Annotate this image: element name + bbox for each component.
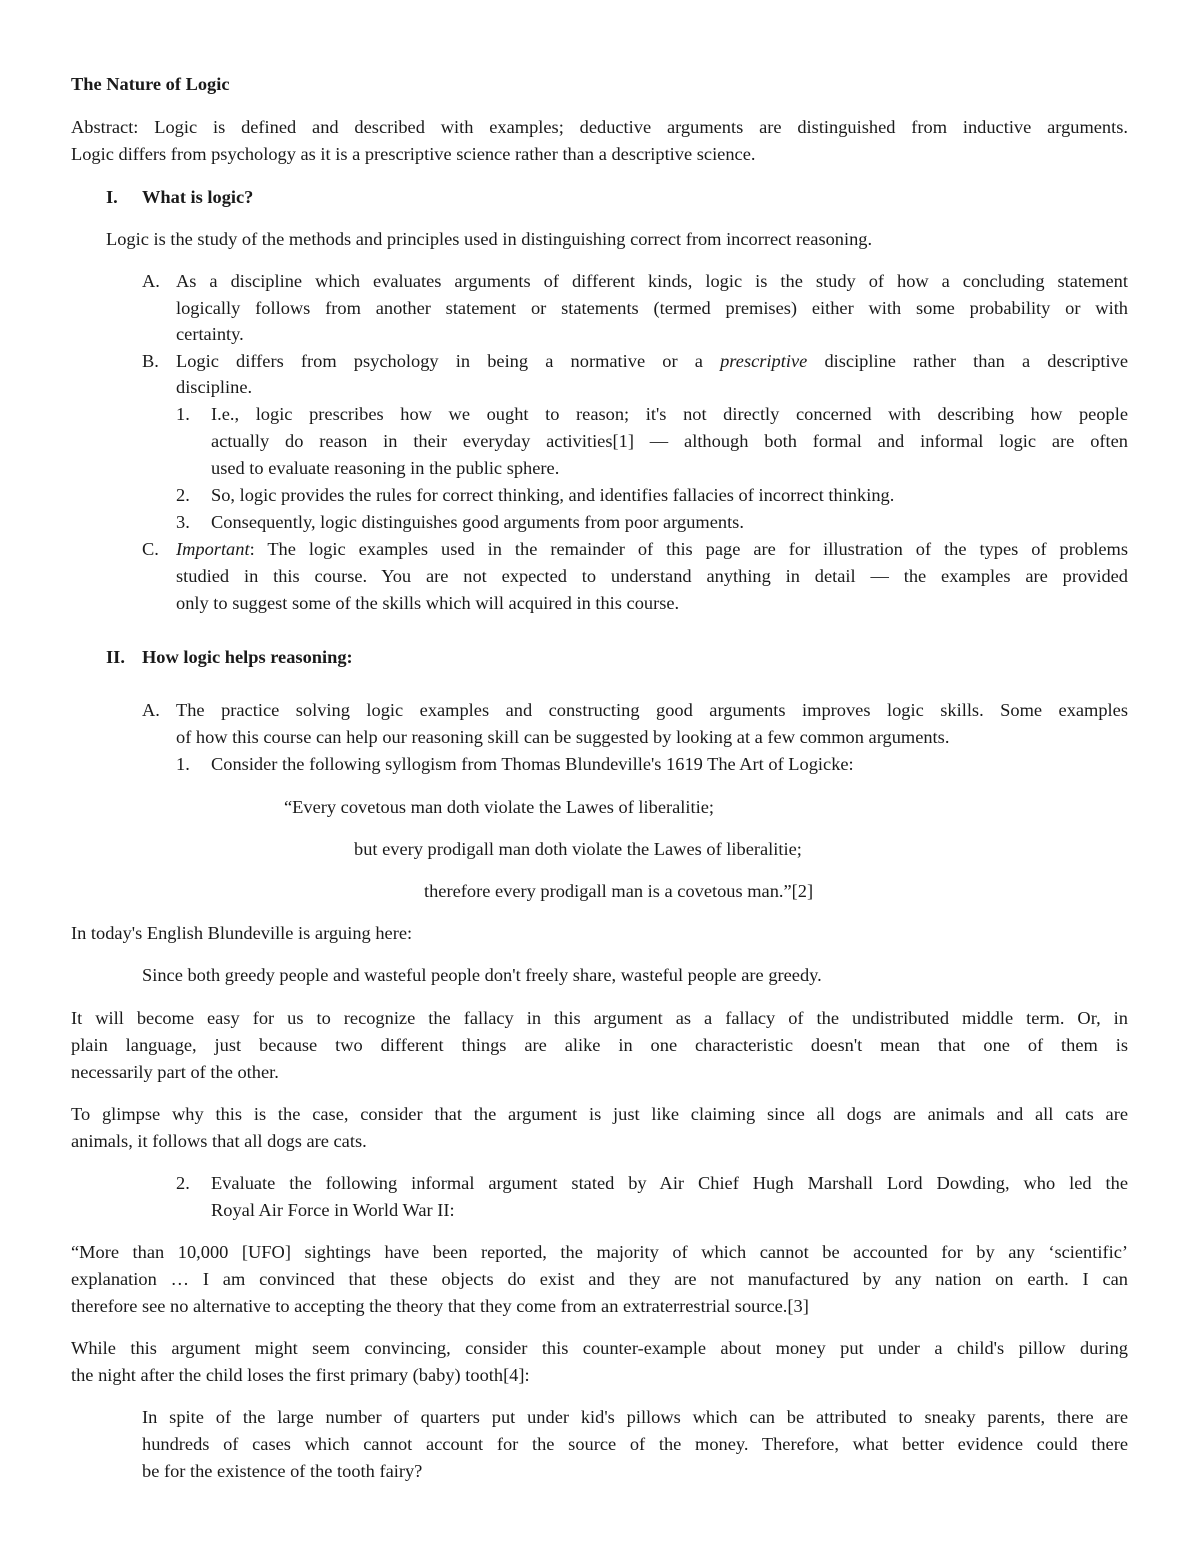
- item-c-line-1: Important: The logic examples used in the remainder of this page are for illustration of the types of problems: [176, 539, 1128, 559]
- section-1-intro: Logic is the study of the methods and principles used in distinguishing correct from incorrect reasoning.: [106, 229, 873, 249]
- section-2-item-a-marker: A.: [142, 700, 160, 720]
- tooth-fairy-line-3: be for the existence of the tooth fairy?: [142, 1461, 423, 1481]
- dowding-quote-line-2: explanation … I am convinced that these objects do exist and they are not manufactured by any nation on earth. I can: [71, 1269, 1128, 1289]
- prescriptive-emphasis: prescriptive: [720, 351, 808, 371]
- item-c-line-3: only to suggest some of the skills which will acquired in this course.: [176, 593, 680, 613]
- restatement-line: Since both greedy people and wasteful people don't freely share, wasteful people are greedy.: [142, 965, 822, 985]
- tooth-fairy-line-1: In spite of the large number of quarters put under kid's pillows which can be attributed to sneaky parents, there are: [142, 1407, 1128, 1427]
- section-2-sub-2-line-2: Royal Air Force in World War II:: [211, 1200, 455, 1220]
- section-1-heading: What is logic?: [142, 187, 254, 207]
- item-b-line-1: Logic differs from psychology in being a normative or a prescriptive discipline rather than a descriptive: [176, 351, 1128, 371]
- item-a-marker: A.: [142, 271, 160, 291]
- abstract-line-2: Logic differs from psychology as it is a prescriptive science rather than a descriptive science.: [71, 144, 756, 164]
- item-c-marker: C.: [142, 539, 159, 559]
- section-2-sub-1-marker: 1.: [176, 754, 190, 774]
- item-a-line-1: As a discipline which evaluates arguments of different kinds, logic is the study of how a concluding statement: [176, 271, 1128, 291]
- item-a-line-3: certainty.: [176, 324, 244, 344]
- item-b-1-line-3: used to evaluate reasoning in the public sphere.: [211, 458, 560, 478]
- item-b-1-line-2: actually do reason in their everyday activities[1] — although both formal and informal logic are often: [211, 431, 1128, 451]
- section-2-item-a-line-1: The practice solving logic examples and constructing good arguments improves logic skills. Some examples: [176, 700, 1128, 720]
- section-2-sub-2-line-1: Evaluate the following informal argument stated by Air Chief Hugh Marshall Lord Dowding, who led the: [211, 1173, 1128, 1193]
- item-b-marker: B.: [142, 351, 159, 371]
- dowding-quote-line-1: “More than 10,000 [UFO] sightings have been reported, the majority of which cannot be accounted for by any ‘scientific’: [71, 1242, 1128, 1262]
- abstract-line-1: Abstract: Logic is defined and described with examples; deductive arguments are distinguished from inductive arguments.: [71, 117, 1128, 137]
- glimpse-line-1: To glimpse why this is the case, consider that the argument is just like claiming since all dogs are animals and all cats are: [71, 1104, 1128, 1124]
- todays-english-line: In today's English Blundeville is arguing here:: [71, 923, 413, 943]
- counter-line-2: the night after the child loses the first primary (baby) tooth[4]:: [71, 1365, 530, 1385]
- item-b-3-marker: 3.: [176, 512, 190, 532]
- item-a-line-2: logically follows from another statement or statements (termed premises) either with some probability or with: [176, 298, 1128, 318]
- section-2-heading: How logic helps reasoning:: [142, 647, 353, 667]
- blundeville-quote-line-1: “Every covetous man doth violate the Lawes of liberalitie;: [284, 797, 714, 817]
- item-b-3-line-1: Consequently, logic distinguishes good arguments from poor arguments.: [211, 512, 744, 532]
- fallacy-line-3: necessarily part of the other.: [71, 1062, 279, 1082]
- blundeville-quote-line-3: therefore every prodigall man is a covetous man.”[2]: [424, 881, 814, 901]
- section-2-number: II.: [106, 647, 125, 667]
- item-c-line-2: studied in this course. You are not expected to understand anything in detail — the examples are provided: [176, 566, 1128, 586]
- glimpse-line-2: animals, it follows that all dogs are cats.: [71, 1131, 367, 1151]
- section-1-number: I.: [106, 187, 118, 207]
- item-b-line-2: discipline.: [176, 377, 253, 397]
- important-emphasis: Important: [176, 539, 250, 559]
- blundeville-quote-line-2: but every prodigall man doth violate the Lawes of liberalitie;: [354, 839, 802, 859]
- item-b-2-marker: 2.: [176, 485, 190, 505]
- fallacy-line-2: plain language, just because two different things are alike in one characteristic doesn't mean that one of them is: [71, 1035, 1128, 1055]
- fallacy-line-1: It will become easy for us to recognize the fallacy in this argument as a fallacy of the undistributed middle term. Or, in: [71, 1008, 1128, 1028]
- section-2-sub-2-marker: 2.: [176, 1173, 190, 1193]
- section-2-item-a-line-2: of how this course can help our reasoning skill can be suggested by looking at a few common arguments.: [176, 727, 950, 747]
- page-title: The Nature of Logic: [71, 74, 230, 94]
- item-b-1-marker: 1.: [176, 404, 190, 424]
- item-b-1-line-1: I.e., logic prescribes how we ought to reason; it's not directly concerned with describing how people: [211, 404, 1128, 424]
- section-2-sub-1-line: Consider the following syllogism from Thomas Blundeville's 1619 The Art of Logicke:: [211, 754, 854, 774]
- tooth-fairy-line-2: hundreds of cases which cannot account for the source of the money. Therefore, what better evidence could there: [142, 1434, 1128, 1454]
- item-b-2-line-1: So, logic provides the rules for correct thinking, and identifies fallacies of incorrect thinking.: [211, 485, 895, 505]
- counter-line-1: While this argument might seem convincing, consider this counter-example about money put under a child's pillow during: [71, 1338, 1128, 1358]
- dowding-quote-line-3: therefore see no alternative to accepting the theory that they come from an extraterrestrial source.[3]: [71, 1296, 809, 1316]
